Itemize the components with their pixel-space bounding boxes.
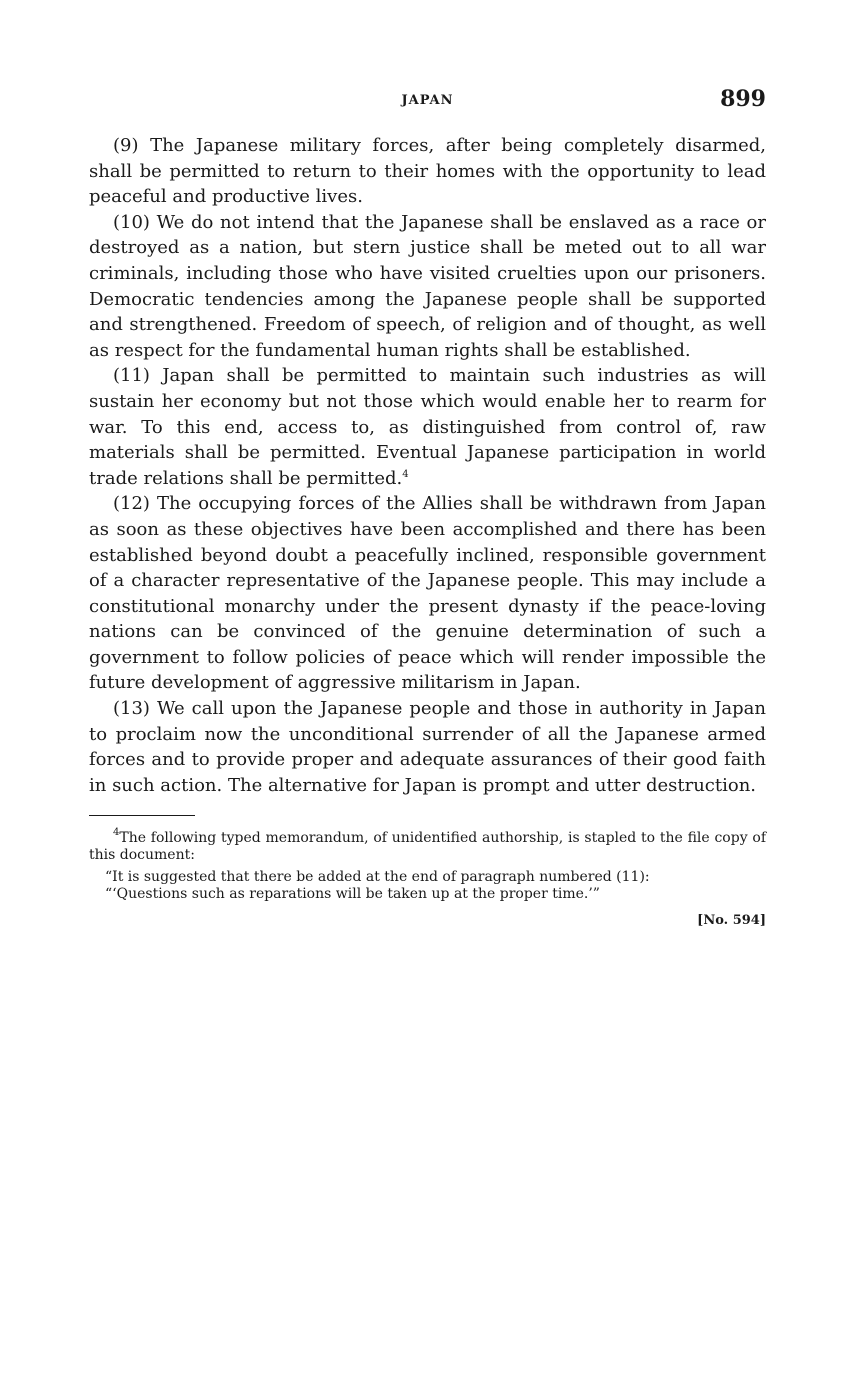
document-number: [No. 594]: [697, 913, 766, 929]
paragraph-12: (12) The occupying forces of the Allies shall be withdrawn from Japan as soon as these objectives have been accomplished and there has been established beyond doubt a peacefully inclined, responsible government of a character representative of the Japanese people. This may include a constitutional monarchy under the present dynasty if the peace-loving nations can be convinced of the genuine determination of such a government to follow policies of peace which will render impossible the future development of aggressive militarism in Japan.: [89, 493, 766, 694]
paragraph-10: (10) We do not intend that the Japanese shall be enslaved as a race or destroyed as a nation, but stern justice shall be meted out to all war criminals, including those who have visited cruelties upon our prisoners. Democratic tendencies among the Japanese people shall be supported and strengthened. Freedom of speech, of religion and of thought, as well as respect for the fundamental human rights shall be established.: [89, 211, 766, 361]
document-page: [89, 86, 766, 928]
footnote-reference: 4: [402, 468, 409, 480]
body-text: [89, 133, 766, 798]
footnote-marker: 4: [113, 827, 120, 839]
paragraph-11: [89, 363, 766, 491]
running-head: [89, 86, 766, 116]
running-title: JAPAN: [401, 93, 454, 108]
footnote-4: [89, 827, 766, 864]
footnote-text: The following typed memorandum, of unidentified authorship, is stapled to the file copy of this document:: [89, 830, 766, 864]
footnotes: [89, 827, 766, 903]
footnote-divider: [89, 815, 195, 816]
paragraph-9: (9) The Japanese military forces, after being completely disarmed, shall be permitted to return to their homes with the opportunity to lead peaceful and productive lives.: [89, 135, 766, 208]
footnote-quote-line-1: “It is suggested that there be added at the end of paragraph numbered (11):: [105, 869, 650, 886]
page-number: 899: [720, 86, 766, 112]
footnote-quote-line-2: “‘Questions such as reparations will be taken up at the proper time.’”: [105, 886, 600, 903]
paragraph-13: (13) We call upon the Japanese people and those in authority in Japan to proclaim now the unconditional surrender of all the Japanese armed forces and to provide proper and adequate assurances of their good faith in such action. The alternative for Japan is prompt and utter destruction.: [89, 698, 766, 796]
paragraph-11-text: (11) Japan shall be permitted to maintain such industries as will sustain her economy but not those which would enable her to rearm for war. To this end, access to, as distinguished from control of, raw materials shall be permitted. Eventual Japanese participation in world trade relations shall be permitted.: [89, 365, 766, 489]
